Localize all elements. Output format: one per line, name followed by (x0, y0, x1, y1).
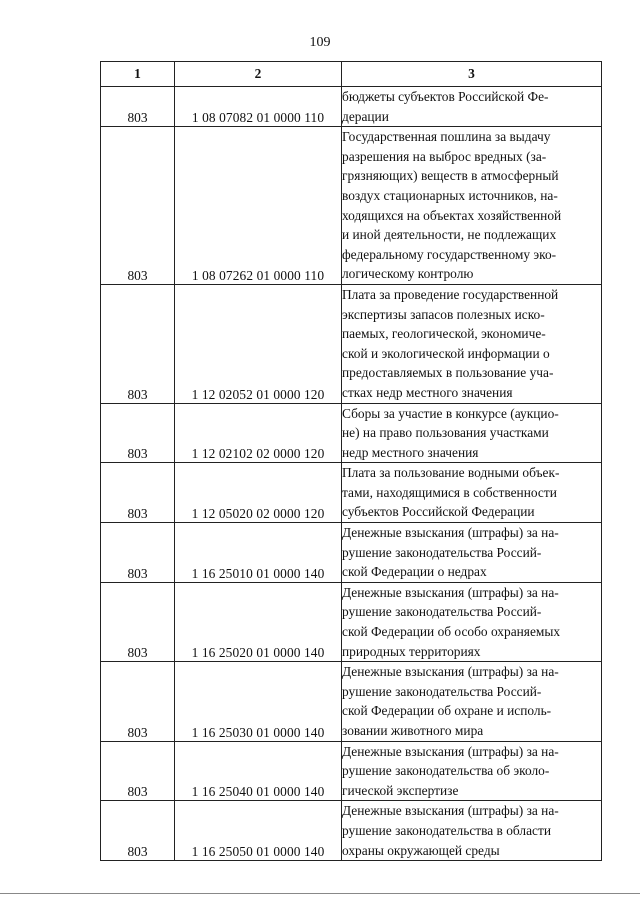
budget-classification-code-cell: 1 08 07082 01 0000 110 (175, 87, 342, 127)
table-row (101, 403, 602, 463)
admin-code-cell: 803 (101, 662, 175, 741)
page-number: 109 (309, 35, 331, 50)
table-row (101, 582, 602, 661)
revenue-description-cell: Сборы за участие в конкурсе (аукцио- не) на право пользования участками недр местного значения (342, 403, 602, 463)
budget-classification-code-cell: 1 12 02102 02 0000 120 (175, 403, 342, 463)
admin-code-cell: 803 (101, 284, 175, 403)
table-row (101, 523, 602, 583)
admin-code-cell: 803 (101, 582, 175, 661)
revenue-description-cell: Государственная пошлина за выдачу разрешения на выброс вредных (за- грязняющих) веществ в атмосферный воздух стационарных источников, на- ходящихся на объектах хозяйственной и иной деятельности, не подлежащих федеральному государственному эко- логическому контролю (342, 127, 602, 285)
table-row (101, 127, 602, 285)
budget-classification-code-cell: 1 16 25010 01 0000 140 (175, 523, 342, 583)
revenue-description-cell: Денежные взыскания (штрафы) за на- рушение законодательства Россий- ской Федерации об особо охраняемых природных территориях (342, 582, 602, 661)
admin-code-cell: 803 (101, 523, 175, 583)
revenue-description-cell: бюджеты субъектов Российской Фе- дерации (342, 87, 602, 127)
table-row (101, 741, 602, 801)
table-row (101, 463, 602, 523)
budget-classification-code-cell: 1 16 25040 01 0000 140 (175, 741, 342, 801)
page-bottom-rule (0, 893, 640, 894)
revenue-description-cell: Плата за проведение государственной экспертизы запасов полезных иско- паемых, геологической, экономиче- ской и экологической информации о предоставляемых в пользование уча- стках недр местного значения (342, 284, 602, 403)
table-row (101, 662, 602, 741)
table-row (101, 801, 602, 861)
admin-code-cell: 803 (101, 801, 175, 861)
column-header-3: 3 (342, 62, 602, 87)
revenue-description-cell: Денежные взыскания (штрафы) за на- рушение законодательства в области охраны окружающей среды (342, 801, 602, 861)
table-row (101, 284, 602, 403)
budget-codes-table (100, 61, 602, 861)
column-header-2: 2 (175, 62, 342, 87)
admin-code-cell: 803 (101, 403, 175, 463)
budget-classification-code-cell: 1 16 25050 01 0000 140 (175, 801, 342, 861)
budget-classification-code-cell: 1 16 25030 01 0000 140 (175, 662, 342, 741)
admin-code-cell: 803 (101, 87, 175, 127)
admin-code-cell: 803 (101, 463, 175, 523)
revenue-description-cell: Плата за пользование водными объек- тами, находящимися в собственности субъектов Российской Федерации (342, 463, 602, 523)
revenue-description-cell: Денежные взыскания (штрафы) за на- рушение законодательства Россий- ской Федерации о недрах (342, 523, 602, 583)
budget-classification-code-cell: 1 12 05020 02 0000 120 (175, 463, 342, 523)
budget-classification-code-cell: 1 08 07262 01 0000 110 (175, 127, 342, 285)
revenue-description-cell: Денежные взыскания (штрафы) за на- рушение законодательства Россий- ской Федерации об охране и исполь- зовании животного мира (342, 662, 602, 741)
budget-classification-code-cell: 1 16 25020 01 0000 140 (175, 582, 342, 661)
budget-classification-code-cell: 1 12 02052 01 0000 120 (175, 284, 342, 403)
admin-code-cell: 803 (101, 741, 175, 801)
table-header-row (101, 62, 602, 87)
table-row (101, 87, 602, 127)
revenue-description-cell: Денежные взыскания (штрафы) за на- рушение законодательства об эколо- гической экспертизе (342, 741, 602, 801)
admin-code-cell: 803 (101, 127, 175, 285)
column-header-1: 1 (101, 62, 175, 87)
